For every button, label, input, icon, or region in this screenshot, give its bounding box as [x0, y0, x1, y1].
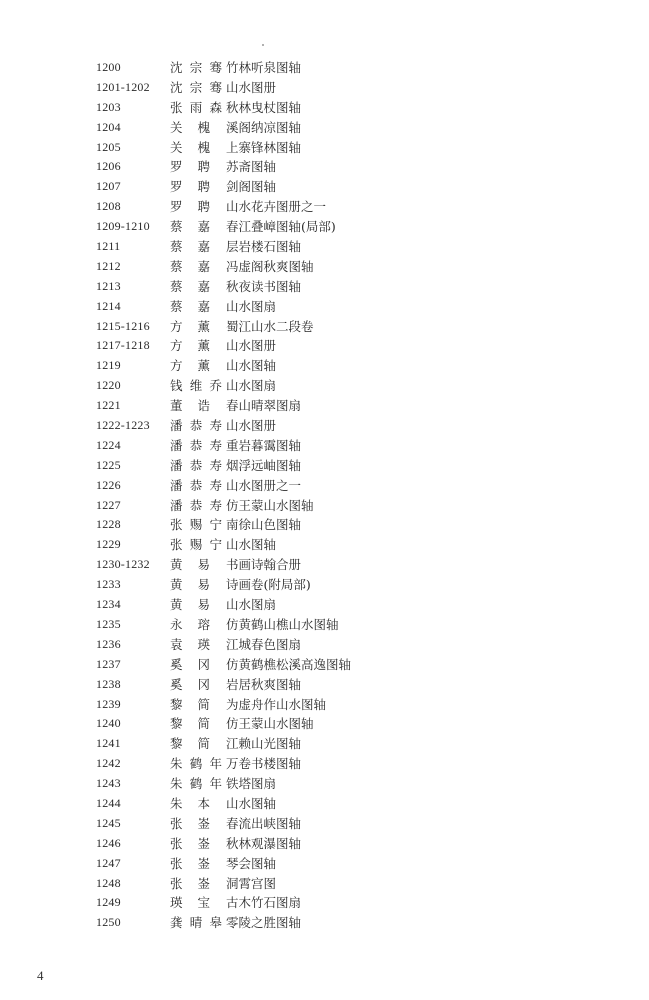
work-title: 洞霄宫图	[226, 875, 277, 891]
plate-number: 1222-1223	[96, 418, 150, 433]
plate-number: 1219	[96, 358, 121, 373]
artist-name: 蔡嘉	[170, 278, 210, 294]
work-title: 山水图册	[226, 338, 277, 354]
page-number: 4	[37, 968, 44, 983]
work-title: 山水图册	[226, 418, 277, 434]
list-item	[96, 78, 596, 98]
work-title: 山水图扇	[226, 597, 277, 613]
list-item	[96, 157, 596, 177]
work-title: 江赖山光图轴	[226, 736, 302, 752]
artist-name: 张雨森	[170, 99, 222, 115]
list-item	[96, 297, 596, 317]
plate-number: 1240	[96, 716, 121, 731]
plate-number: 1201-1202	[96, 79, 150, 94]
work-title: 层岩楼石图轴	[226, 239, 302, 255]
list-item	[96, 237, 596, 257]
artist-name: 黎简	[170, 736, 210, 752]
plate-number: 1230-1232	[96, 557, 150, 572]
work-title: 山水图轴	[226, 795, 277, 811]
artist-name: 潘恭寿	[170, 418, 222, 434]
list-item	[96, 794, 596, 814]
artist-name: 蔡嘉	[170, 298, 210, 314]
work-title: 苏斋图轴	[226, 159, 277, 175]
list-item	[96, 515, 596, 535]
list-item	[96, 814, 596, 834]
plate-number: 1207	[96, 179, 121, 194]
work-title: 铁塔图扇	[226, 776, 277, 792]
list-item	[96, 595, 596, 615]
list-item	[96, 774, 596, 794]
plate-number: 1250	[96, 915, 121, 930]
list-item	[96, 456, 596, 476]
list-item	[96, 356, 596, 376]
plate-number: 1228	[96, 517, 121, 532]
artist-name: 董诰	[170, 398, 210, 414]
artist-name: 朱鹤年	[170, 776, 222, 792]
plate-number: 1234	[96, 597, 121, 612]
list-item	[96, 675, 596, 695]
list-item	[96, 695, 596, 715]
work-title: 诗画卷(附局部)	[226, 577, 311, 593]
work-title: 江城春色图扇	[226, 636, 302, 652]
list-item	[96, 317, 596, 337]
work-title: 上寨锋林图轴	[226, 139, 302, 155]
list-item	[96, 396, 596, 416]
work-title: 山水图扇	[226, 298, 277, 314]
artist-name: 黎简	[170, 696, 210, 712]
plate-number: 1215-1216	[96, 318, 150, 333]
work-title: 春山晴翠图扇	[226, 398, 302, 414]
list-item	[96, 257, 596, 277]
list-item	[96, 476, 596, 496]
artist-name: 沈宗骞	[170, 60, 222, 75]
list-item	[96, 376, 596, 396]
work-title: 书画诗翰合册	[226, 557, 302, 573]
list-item	[96, 913, 596, 933]
artist-name: 方薰	[170, 318, 210, 334]
plate-number: 1213	[96, 278, 121, 293]
plate-number: 1221	[96, 398, 121, 413]
work-title: 仿王蒙山水图轴	[226, 716, 314, 732]
plate-number: 1209-1210	[96, 219, 150, 234]
plate-number: 1211	[96, 239, 121, 254]
artist-name: 袁瑛	[170, 636, 210, 652]
plate-number: 1247	[96, 855, 121, 870]
work-title: 山水图轴	[226, 537, 277, 553]
work-title: 山水花卉图册之一	[226, 199, 327, 215]
plate-index-list	[96, 58, 596, 933]
plate-number: 1212	[96, 258, 121, 273]
work-title: 秋林观瀑图轴	[226, 835, 302, 851]
list-item	[96, 118, 596, 138]
artist-name: 朱鹤年	[170, 756, 222, 772]
work-title: 山水图册	[226, 79, 277, 95]
artist-name: 罗聘	[170, 179, 210, 195]
list-item	[96, 197, 596, 217]
artist-name: 关槐	[170, 139, 210, 155]
plate-number: 1214	[96, 298, 121, 313]
artist-name: 张崟	[170, 855, 210, 871]
list-item	[96, 436, 596, 456]
work-title: 仿黄鹤樵松溪高逸图轴	[226, 656, 352, 672]
artist-name: 沈宗骞	[170, 79, 222, 95]
plate-number: 1236	[96, 636, 121, 651]
artist-name: 瑛宝	[170, 895, 210, 911]
list-item	[96, 58, 596, 78]
work-title: 岩居秋爽图轴	[226, 676, 302, 692]
list-item	[96, 734, 596, 754]
artist-name: 张崟	[170, 815, 210, 831]
artist-name: 潘恭寿	[170, 477, 222, 493]
list-item	[96, 874, 596, 894]
artist-name: 蔡嘉	[170, 239, 210, 255]
plate-number: 1217-1218	[96, 338, 150, 353]
plate-number: 1227	[96, 497, 121, 512]
artist-name: 钱维乔	[170, 378, 222, 394]
plate-number: 1203	[96, 99, 121, 114]
list-item	[96, 555, 596, 575]
artist-name: 黄易	[170, 557, 210, 573]
list-item	[96, 575, 596, 595]
plate-number: 1200	[96, 60, 121, 74]
list-item	[96, 655, 596, 675]
work-title: 重岩暮霭图轴	[226, 437, 302, 453]
list-item	[96, 98, 596, 118]
scan-dot	[262, 44, 264, 46]
work-title: 仿黄鹤山樵山水图轴	[226, 616, 339, 632]
work-title: 竹林听泉图轴	[226, 60, 302, 75]
artist-name: 朱本	[170, 795, 210, 811]
plate-number: 1242	[96, 756, 121, 771]
artist-name: 蔡嘉	[170, 219, 210, 235]
artist-name: 潘恭寿	[170, 437, 222, 453]
list-item	[96, 496, 596, 516]
plate-number: 1243	[96, 776, 121, 791]
plate-number: 1208	[96, 199, 121, 214]
work-title: 剑阁图轴	[226, 179, 277, 195]
plate-number: 1237	[96, 656, 121, 671]
plate-number: 1241	[96, 736, 121, 751]
artist-name: 关槐	[170, 119, 210, 135]
plate-number: 1220	[96, 378, 121, 393]
work-title: 琴会图轴	[226, 855, 277, 871]
plate-number: 1248	[96, 875, 121, 890]
list-item	[96, 834, 596, 854]
plate-number: 1244	[96, 795, 121, 810]
list-item	[96, 635, 596, 655]
work-title: 山水图册之一	[226, 477, 302, 493]
artist-name: 潘恭寿	[170, 497, 222, 513]
plate-number: 1226	[96, 477, 121, 492]
artist-name: 罗聘	[170, 199, 210, 215]
plate-number: 1235	[96, 616, 121, 631]
artist-name: 黄易	[170, 597, 210, 613]
work-title: 春流出峡图轴	[226, 815, 302, 831]
work-title: 为虚舟作山水图轴	[226, 696, 327, 712]
work-title: 万卷书楼图轴	[226, 756, 302, 772]
work-title: 冯虚阁秋爽图轴	[226, 258, 314, 274]
plate-number: 1245	[96, 815, 121, 830]
artist-name: 永瑢	[170, 616, 210, 632]
work-title: 秋林曳杖图轴	[226, 99, 302, 115]
artist-name: 方薰	[170, 358, 210, 374]
artist-name: 蔡嘉	[170, 258, 210, 274]
list-item	[96, 754, 596, 774]
plate-number: 1224	[96, 437, 121, 452]
artist-name: 张崟	[170, 835, 210, 851]
work-title: 山水图轴	[226, 358, 277, 374]
artist-name: 张赐宁	[170, 517, 222, 533]
list-item	[96, 535, 596, 555]
list-item	[96, 277, 596, 297]
artist-name: 黎简	[170, 716, 210, 732]
artist-name: 潘恭寿	[170, 457, 222, 473]
work-title: 秋夜读书图轴	[226, 278, 302, 294]
plate-number: 1239	[96, 696, 121, 711]
plate-number: 1204	[96, 119, 121, 134]
plate-number: 1238	[96, 676, 121, 691]
artist-name: 张崟	[170, 875, 210, 891]
list-item	[96, 854, 596, 874]
artist-name: 龚晴皋	[170, 915, 222, 931]
artist-name: 方薰	[170, 338, 210, 354]
artist-name: 张赐宁	[170, 537, 222, 553]
list-item	[96, 217, 596, 237]
work-title: 零陵之胜图轴	[226, 915, 302, 931]
list-item	[96, 177, 596, 197]
plate-number: 1246	[96, 835, 121, 850]
work-title: 山水图扇	[226, 378, 277, 394]
artist-name: 奚冈	[170, 676, 210, 692]
list-item	[96, 138, 596, 158]
plate-number: 1229	[96, 537, 121, 552]
list-item	[96, 416, 596, 436]
work-title: 烟浮远岫图轴	[226, 457, 302, 473]
work-title: 溪阁纳凉图轴	[226, 119, 302, 135]
artist-name: 黄易	[170, 577, 210, 593]
plate-number: 1205	[96, 139, 121, 154]
list-item	[96, 336, 596, 356]
work-title: 蜀江山水二段卷	[226, 318, 314, 334]
plate-number: 1206	[96, 159, 121, 174]
plate-number: 1233	[96, 577, 121, 592]
list-item	[96, 714, 596, 734]
list-item	[96, 893, 596, 913]
artist-name: 罗聘	[170, 159, 210, 175]
work-title: 南徐山色图轴	[226, 517, 302, 533]
plate-number: 1225	[96, 457, 121, 472]
work-title: 古木竹石图扇	[226, 895, 302, 911]
artist-name: 奚冈	[170, 656, 210, 672]
work-title: 仿王蒙山水图轴	[226, 497, 314, 513]
work-title: 春江叠嶂图轴(局部)	[226, 219, 336, 235]
list-item	[96, 615, 596, 635]
plate-number: 1249	[96, 895, 121, 910]
